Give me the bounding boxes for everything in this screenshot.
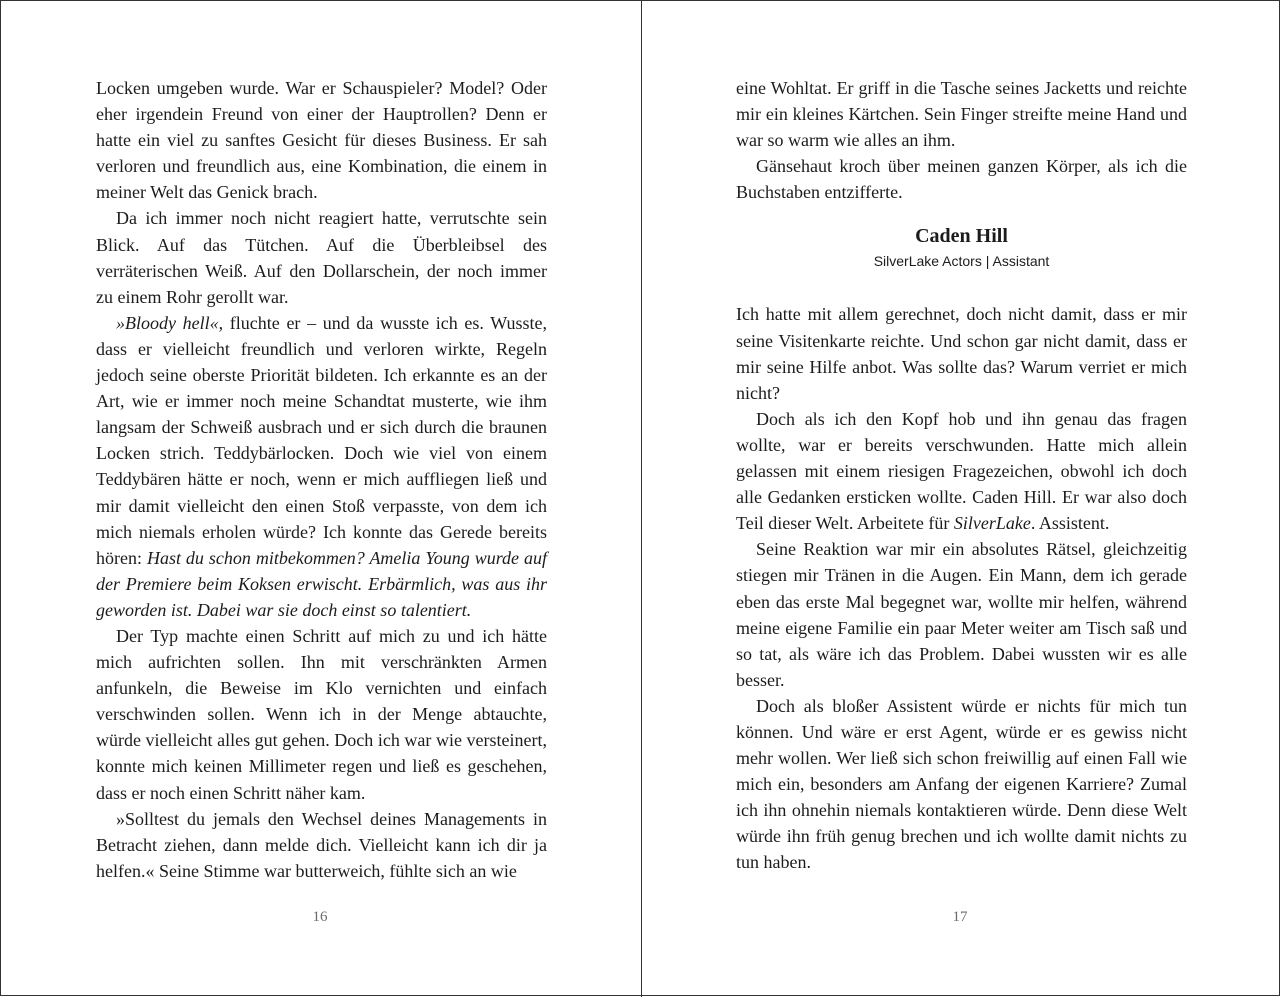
paragraph xyxy=(96,310,547,623)
italic-exclamation: »Bloody hell« xyxy=(116,312,219,333)
business-card xyxy=(736,222,1187,272)
paragraph-text: . Assistent. xyxy=(1030,513,1110,534)
card-role: SilverLake Actors | Assistant xyxy=(873,253,1050,270)
paragraph: Gänsehaut kroch über meinen ganzen Körper, als ich die Buchstaben entzifferte. xyxy=(736,156,1187,203)
paragraph: Ich hatte mit allem gerechnet, doch nicht damit, dass er mir seine Visitenkarte reichte. Und schon gar nicht damit, dass er mir seine Hilfe anbot. Was sollte das? Warum verriet er mich nicht? xyxy=(736,304,1187,403)
paragraph: Der Typ machte einen Schritt auf mich zu und ich hätte mich aufrichten sollen. Ihn mit verschränkten Armen anfunkeln, die Beweise im Klo vernichten und einfach verschwinden sollen. Wenn ich in der Menge abtauchte, würde vielleicht alles gut gehen. Doch ich war wie versteinert, konnte mich keinen Millimeter regen und ließ es geschehen, dass er noch einen Schritt näher kam. xyxy=(96,625,547,803)
paragraph: eine Wohltat. Er griff in die Tasche seines Jacketts und reichte mir ein kleines Kärtchen. Sein Finger streifte meine Hand und war so warm wie alles an ihm. xyxy=(736,78,1187,151)
paragraph: »Solltest du jemals den Wechsel deines Managements in Betracht ziehen, dann melde dich. Vielleicht kann ich dir ja helfen.« Seine Stimme war butterweich, fühlte sich an wie xyxy=(96,808,547,881)
left-page xyxy=(96,75,547,884)
paragraph: Seine Reaktion war mir ein absolutes Rätsel, gleichzeitig stiegen mir Tränen in die Augen. Ein Mann, dem ich gerade eben das erste Mal begegnet war, wollte mir helfen, während meine eigene Familie ein paar Meter weiter am Tisch saß und so tat, als wäre ich das Problem. Dabei wussten wir es alle besser. xyxy=(736,539,1187,690)
italic-gossip: Hast du schon mitbekommen? Amelia Young wurde auf der Premiere beim Koksen erwischt. Erbärmlich, was aus ihr geworden ist. Dabei war sie doch einst so talentiert. xyxy=(96,547,547,620)
paragraph xyxy=(736,406,1187,536)
page-number-right: 17 xyxy=(952,909,968,925)
paragraph: Da ich immer noch nicht reagiert hatte, verrutschte sein Blick. Auf das Tütchen. Auf die Überbleibsel des verräterischen Weiß. Auf den Dollarschein, der noch immer zu einem Rohr gerollt war. xyxy=(96,208,547,307)
page-gutter xyxy=(641,1,642,997)
paragraph-text: Doch als ich den Kopf hob und ihn genau das fragen wollte, war er bereits verschwunden. Hatte mich allein gelassen mit einem riesigen Fragezeichen, obwohl ich doch alle Gedanken ersticken wollte. Caden Hill. Er war also doch Teil dieser Welt. Arbeitete für xyxy=(736,408,1187,534)
paragraph-text: , fluchte er – und da wusste ich es. Wusste, dass er vielleicht freundlich und verloren wirkte, Regeln jedoch seine oberste Priorität bildeten. Ich erkannte es an der Art, wie er immer noch meine Schandtat musterte, wie ihm langsam der Schweiß ausbrach und er sich durch die braunen Locken strich. Teddybärlocken. Doch wie viel von einem Teddybären hätte er noch, wenn er mich auffliegen ließ und mir damit vielleicht den einen Stoß verpasste, von dem ich mich niemals erholen würde? Ich konnte das Gerede bereits hören: xyxy=(96,312,547,568)
paragraph: Doch als bloßer Assistent würde er nichts für mich tun können. Und wäre er erst Agent, würde er es gewiss nicht mehr wollen. Wer ließ sich schon freiwillig auf einen Fall wie mich ein, besonders am Anfang der eigenen Karriere? Zumal ich ihn ohnehin niemals kontaktieren würde. Denn diese Welt würde ihn früh genug brechen und ich wollte damit nichts zu tun haben. xyxy=(736,695,1187,873)
italic-company: SilverLake xyxy=(953,513,1031,534)
right-page xyxy=(736,75,1187,876)
card-name: Caden Hill xyxy=(915,225,1008,248)
paragraph: Locken umgeben wurde. War er Schauspieler? Model? Oder eher irgendein Freund von einer der Hauptrollen? Denn er hatte ein viel zu sanftes Gesicht für dieses Business. Er sah verloren und freundlich aus, eine Kombination, die einem in meiner Welt das Genick brach. xyxy=(96,78,547,203)
page-number-left: 16 xyxy=(312,909,328,925)
